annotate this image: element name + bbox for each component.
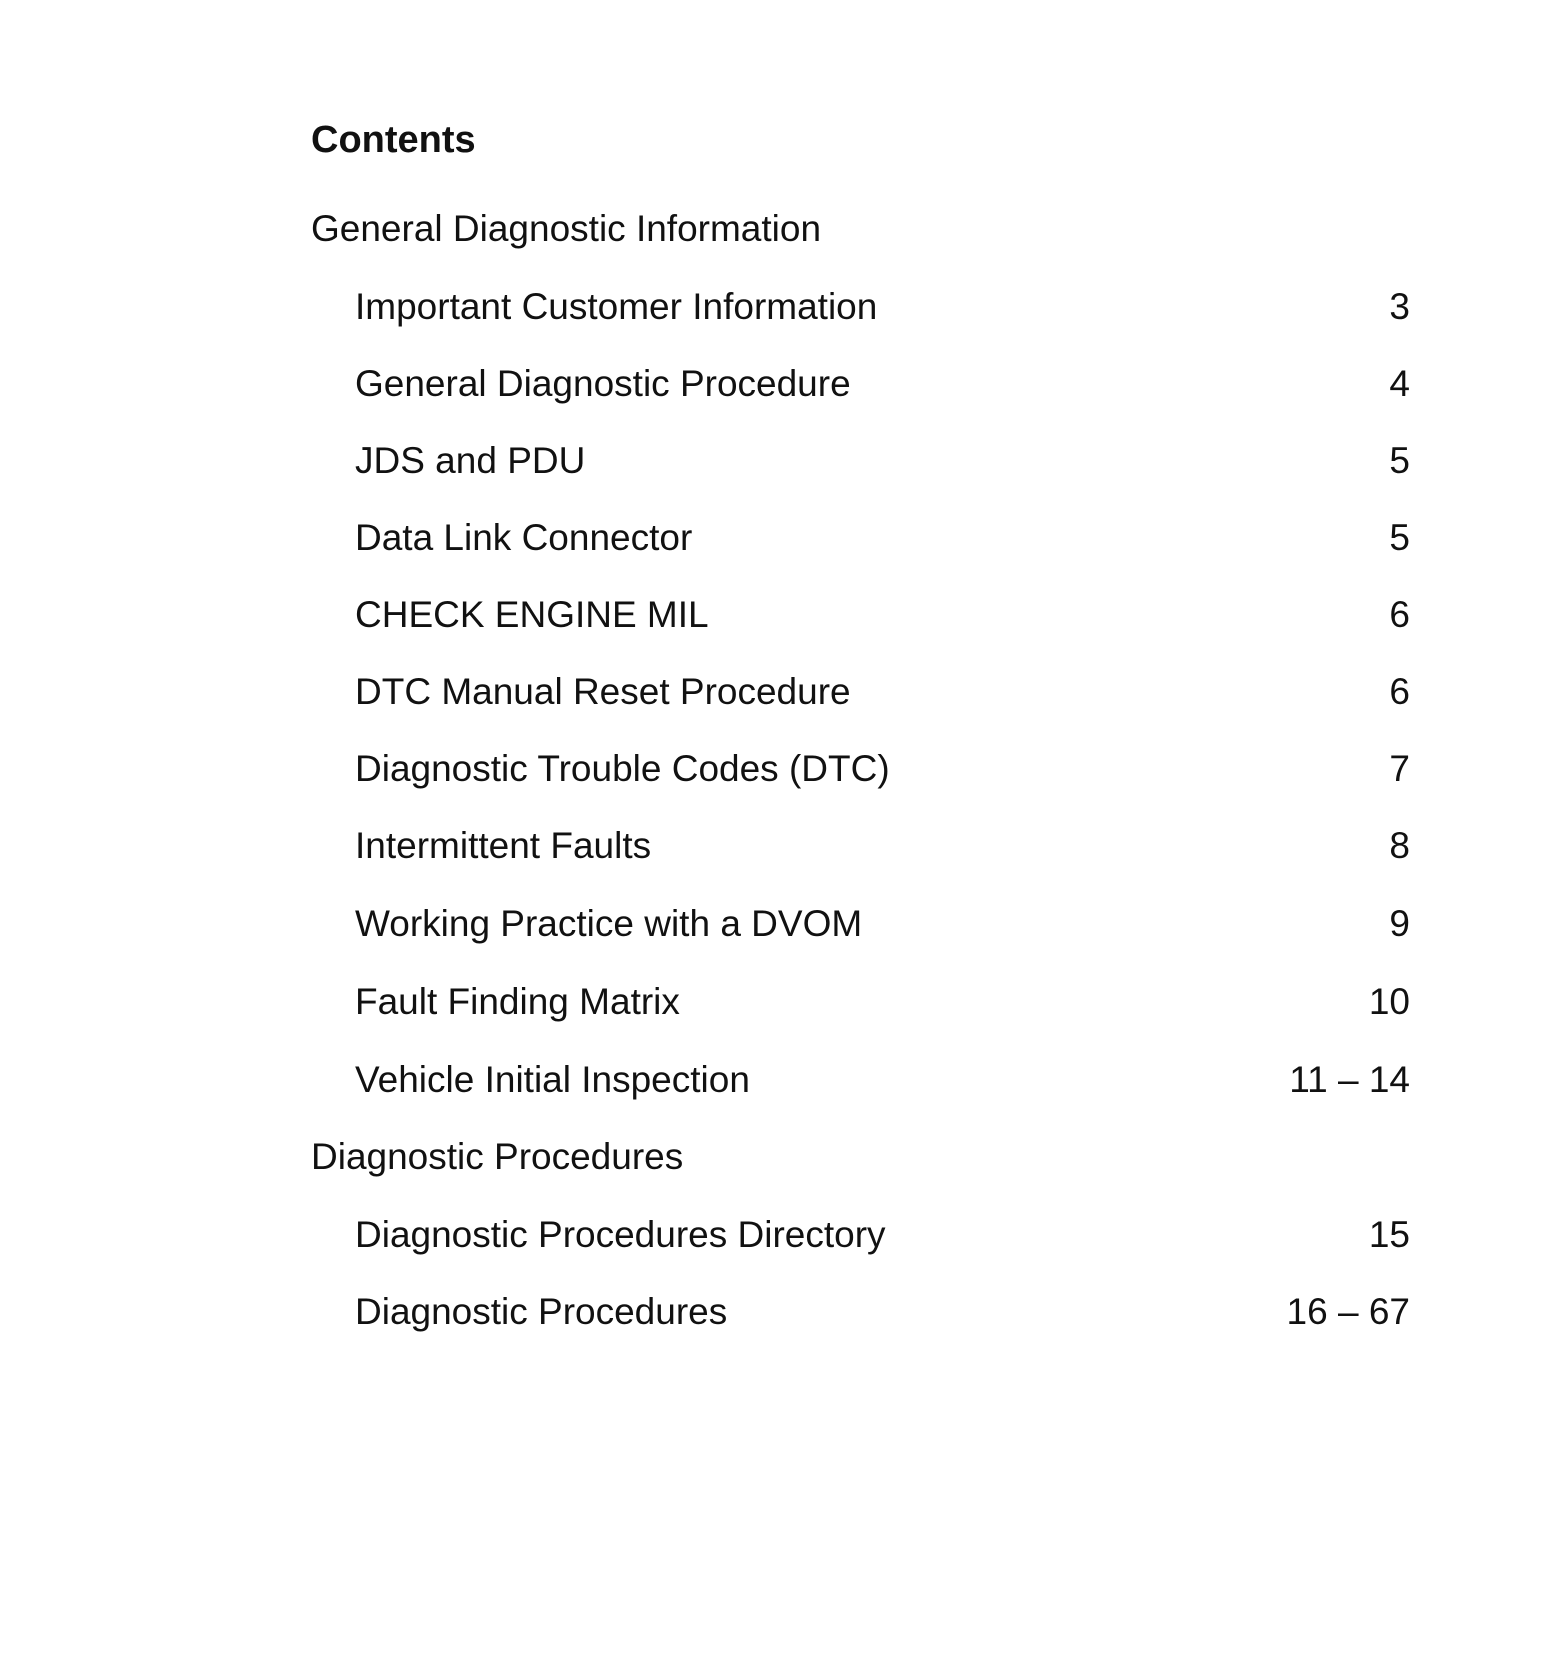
page-title: Contents	[311, 119, 476, 161]
toc-entry-page: 15	[1368, 1214, 1410, 1255]
toc-entry	[355, 978, 1410, 1026]
toc-entry	[355, 437, 1410, 485]
toc-entry-page: 6	[1389, 594, 1410, 635]
toc-entry	[355, 1288, 1410, 1336]
toc-entry-page: 6	[1389, 671, 1410, 712]
toc-entry-label: Diagnostic Trouble Codes (DTC)	[355, 748, 890, 789]
toc-entry-page: 9	[1389, 903, 1410, 944]
toc-entry-label: Important Customer Information	[355, 286, 878, 327]
toc-entry-page: 4	[1389, 363, 1410, 404]
toc-entry	[355, 1056, 1410, 1104]
toc-entry	[355, 360, 1410, 408]
toc-entry	[355, 900, 1410, 948]
toc-entry-label: Fault Finding Matrix	[355, 981, 680, 1022]
toc-entry	[355, 745, 1410, 793]
toc-entry-label: Working Practice with a DVOM	[355, 903, 863, 944]
section-heading-general: General Diagnostic Information	[311, 208, 822, 249]
toc-entry-label: Vehicle Initial Inspection	[355, 1059, 750, 1100]
toc-entry-page: 11 – 14	[1289, 1059, 1410, 1100]
toc-entry	[355, 1211, 1410, 1259]
toc-entry-label: Data Link Connector	[355, 517, 693, 558]
toc-entry-page: 5	[1389, 517, 1410, 558]
toc-entry-page: 3	[1389, 286, 1410, 327]
toc-entry	[355, 514, 1410, 562]
toc-entry	[355, 668, 1410, 716]
toc-entry-page: 10	[1368, 981, 1410, 1022]
toc-entry-label: DTC Manual Reset Procedure	[355, 671, 851, 712]
toc-entry-label: Diagnostic Procedures Directory	[355, 1214, 886, 1255]
toc-entry	[355, 591, 1410, 639]
section-heading-procedures: Diagnostic Procedures	[311, 1136, 684, 1177]
toc-entry-label: Diagnostic Procedures	[355, 1291, 728, 1332]
toc-entry-page: 8	[1389, 825, 1410, 866]
toc-entry-label: Intermittent Faults	[355, 825, 652, 866]
toc-entry-label: JDS and PDU	[355, 440, 586, 481]
toc-entry-page: 7	[1389, 748, 1410, 789]
toc-entry-page: 16 – 67	[1286, 1291, 1410, 1332]
toc-entry-label: CHECK ENGINE MIL	[355, 594, 709, 635]
toc-entry-label: General Diagnostic Procedure	[355, 363, 851, 404]
toc-entry-page: 5	[1389, 440, 1410, 481]
toc-entry	[355, 822, 1410, 870]
toc-entry	[355, 283, 1410, 331]
